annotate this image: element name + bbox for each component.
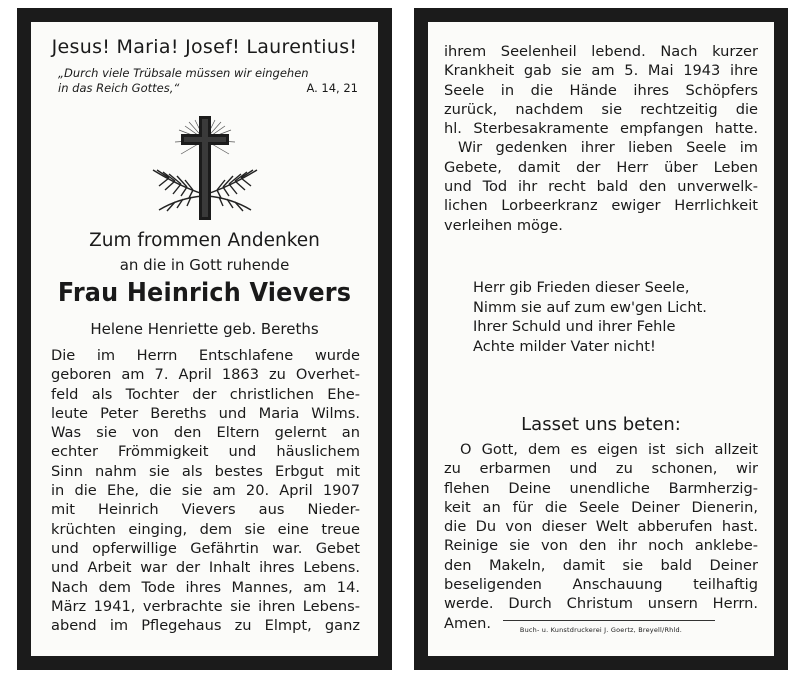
poem-line: Herr gib Frieden dieser Seele, bbox=[473, 279, 690, 296]
bio-line: mit Heinrich Vievers aus Nieder- bbox=[51, 501, 360, 519]
poem-line: Nimm sie auf zum ew'gen Licht. bbox=[473, 298, 707, 316]
bio-line: lichen Lorbeerkranz ewiger Herrlichkeit bbox=[444, 197, 758, 215]
prayer-line: werde. Durch Christum unsern Herrn. bbox=[444, 595, 758, 613]
bio-line: leute Peter Bereths und Maria Wilms. bbox=[51, 404, 360, 422]
bio-line: und Arbeit war der Inhalt ihres Lebens. bbox=[51, 559, 360, 577]
verse-reference: A. 14, 21 bbox=[306, 81, 358, 95]
right-panel bbox=[428, 22, 774, 656]
bio-line: geboren am 7. April 1863 zu Overhet- bbox=[51, 366, 360, 384]
bio-line: Die im Herrn Entschlafene wurde bbox=[51, 347, 360, 364]
bio-line: März 1941, verbrachte sie ihren Lebens- bbox=[51, 597, 360, 615]
left-card bbox=[17, 8, 392, 670]
prayer-line: die Du von dieser Welt abberufen hast. bbox=[444, 518, 758, 536]
poem-line: Ihrer Schuld und ihrer Fehle bbox=[473, 318, 676, 335]
prayer-line: zu erbarmen und zu schonen, wir bbox=[444, 460, 758, 478]
bio-line: und opferwillige Gefährtin war. Gebet bbox=[51, 539, 360, 557]
bio-line: krüchten einging, dem sie eine treue bbox=[51, 520, 360, 538]
bio-line: Was sie von den Eltern gelernt an bbox=[51, 424, 360, 442]
prayer-text bbox=[444, 440, 758, 633]
bio-line: Sinn nahm sie als bestes Erbgut mit bbox=[51, 462, 360, 480]
verse-line-2: in das Reich Gottes,“ bbox=[58, 81, 180, 95]
poem-verse bbox=[473, 278, 707, 356]
bio-line: Nach dem Tode ihres Mannes, am 14. bbox=[51, 578, 360, 596]
biography-continuation bbox=[444, 42, 758, 235]
right-card bbox=[414, 8, 788, 670]
bio-line: und Tod ihr recht bald den unverwelk- bbox=[444, 178, 758, 196]
prayer-line: Amen. bbox=[444, 614, 492, 632]
biography-text bbox=[51, 346, 360, 635]
bio-line: Seele in die Hände ihres Schöpfers bbox=[444, 81, 758, 99]
bio-line: in die Ehe, die sie am 20. April 1907 bbox=[51, 482, 360, 500]
prayer-line: keit an für die Seele Deiner Dienerin, bbox=[444, 498, 758, 516]
prayer-line: den Makeln, damit sie bald Deiner bbox=[444, 556, 758, 574]
prayer-line: flehen Deine unendliche Barmherzig- bbox=[444, 479, 758, 497]
printer-imprint: Buch- u. Kunstdruckerei J. Goertz, Breyell/Rhld. bbox=[519, 626, 683, 634]
left-panel bbox=[31, 22, 378, 656]
prayer-line: Reinige sie von den ihr noch anklebe- bbox=[444, 537, 758, 555]
prayer-line: beseligenden Anschauung teilhaftig bbox=[444, 576, 758, 594]
prayer-heading: Lasset uns beten: bbox=[521, 414, 681, 435]
bio-line: abend im Pflegehaus zu Elmpt, ganz bbox=[51, 617, 360, 635]
bio-line: verleihen möge. bbox=[444, 216, 563, 234]
poem-line: Achte milder Vater nicht! bbox=[473, 337, 656, 355]
bio-line: Gebete, damit der Herr über Leben bbox=[444, 158, 758, 176]
cross-with-palms-icon bbox=[149, 114, 261, 224]
memorial-subheading: an die in Gott ruhende bbox=[119, 256, 290, 274]
memorial-heading: Zum frommen Andenken bbox=[89, 230, 320, 251]
bio-line: feld als Tochter der christlichen Ehe- bbox=[51, 385, 360, 403]
maiden-name: Helene Henriette geb. Bereths bbox=[90, 320, 319, 338]
verse-line-1: „Durch viele Trübsale müssen wir eingehen bbox=[58, 66, 309, 80]
bio-line: ihrem Seelenheil lebend. Nach kurzer bbox=[444, 43, 758, 60]
bio-line: hl. Sterbesakramente empfangen hatte. bbox=[444, 120, 758, 138]
deceased-name: Frau Heinrich Vievers bbox=[57, 278, 352, 308]
bio-line: echter Frömmigkeit und häuslichem bbox=[51, 443, 360, 461]
invocation-heading: Jesus! Maria! Josef! Laurentius! bbox=[51, 36, 358, 58]
bio-line: zurück, nachdem sie rechtzeitig die bbox=[444, 100, 758, 118]
scripture-verse bbox=[58, 66, 358, 96]
divider bbox=[503, 620, 715, 621]
bio-line: Krankheit gab sie am 5. Mai 1943 ihre bbox=[444, 62, 758, 80]
bio-line: Wir gedenken ihrer lieben Seele im bbox=[458, 139, 758, 157]
prayer-line: O Gott, dem es eigen ist sich allzeit bbox=[460, 441, 758, 458]
